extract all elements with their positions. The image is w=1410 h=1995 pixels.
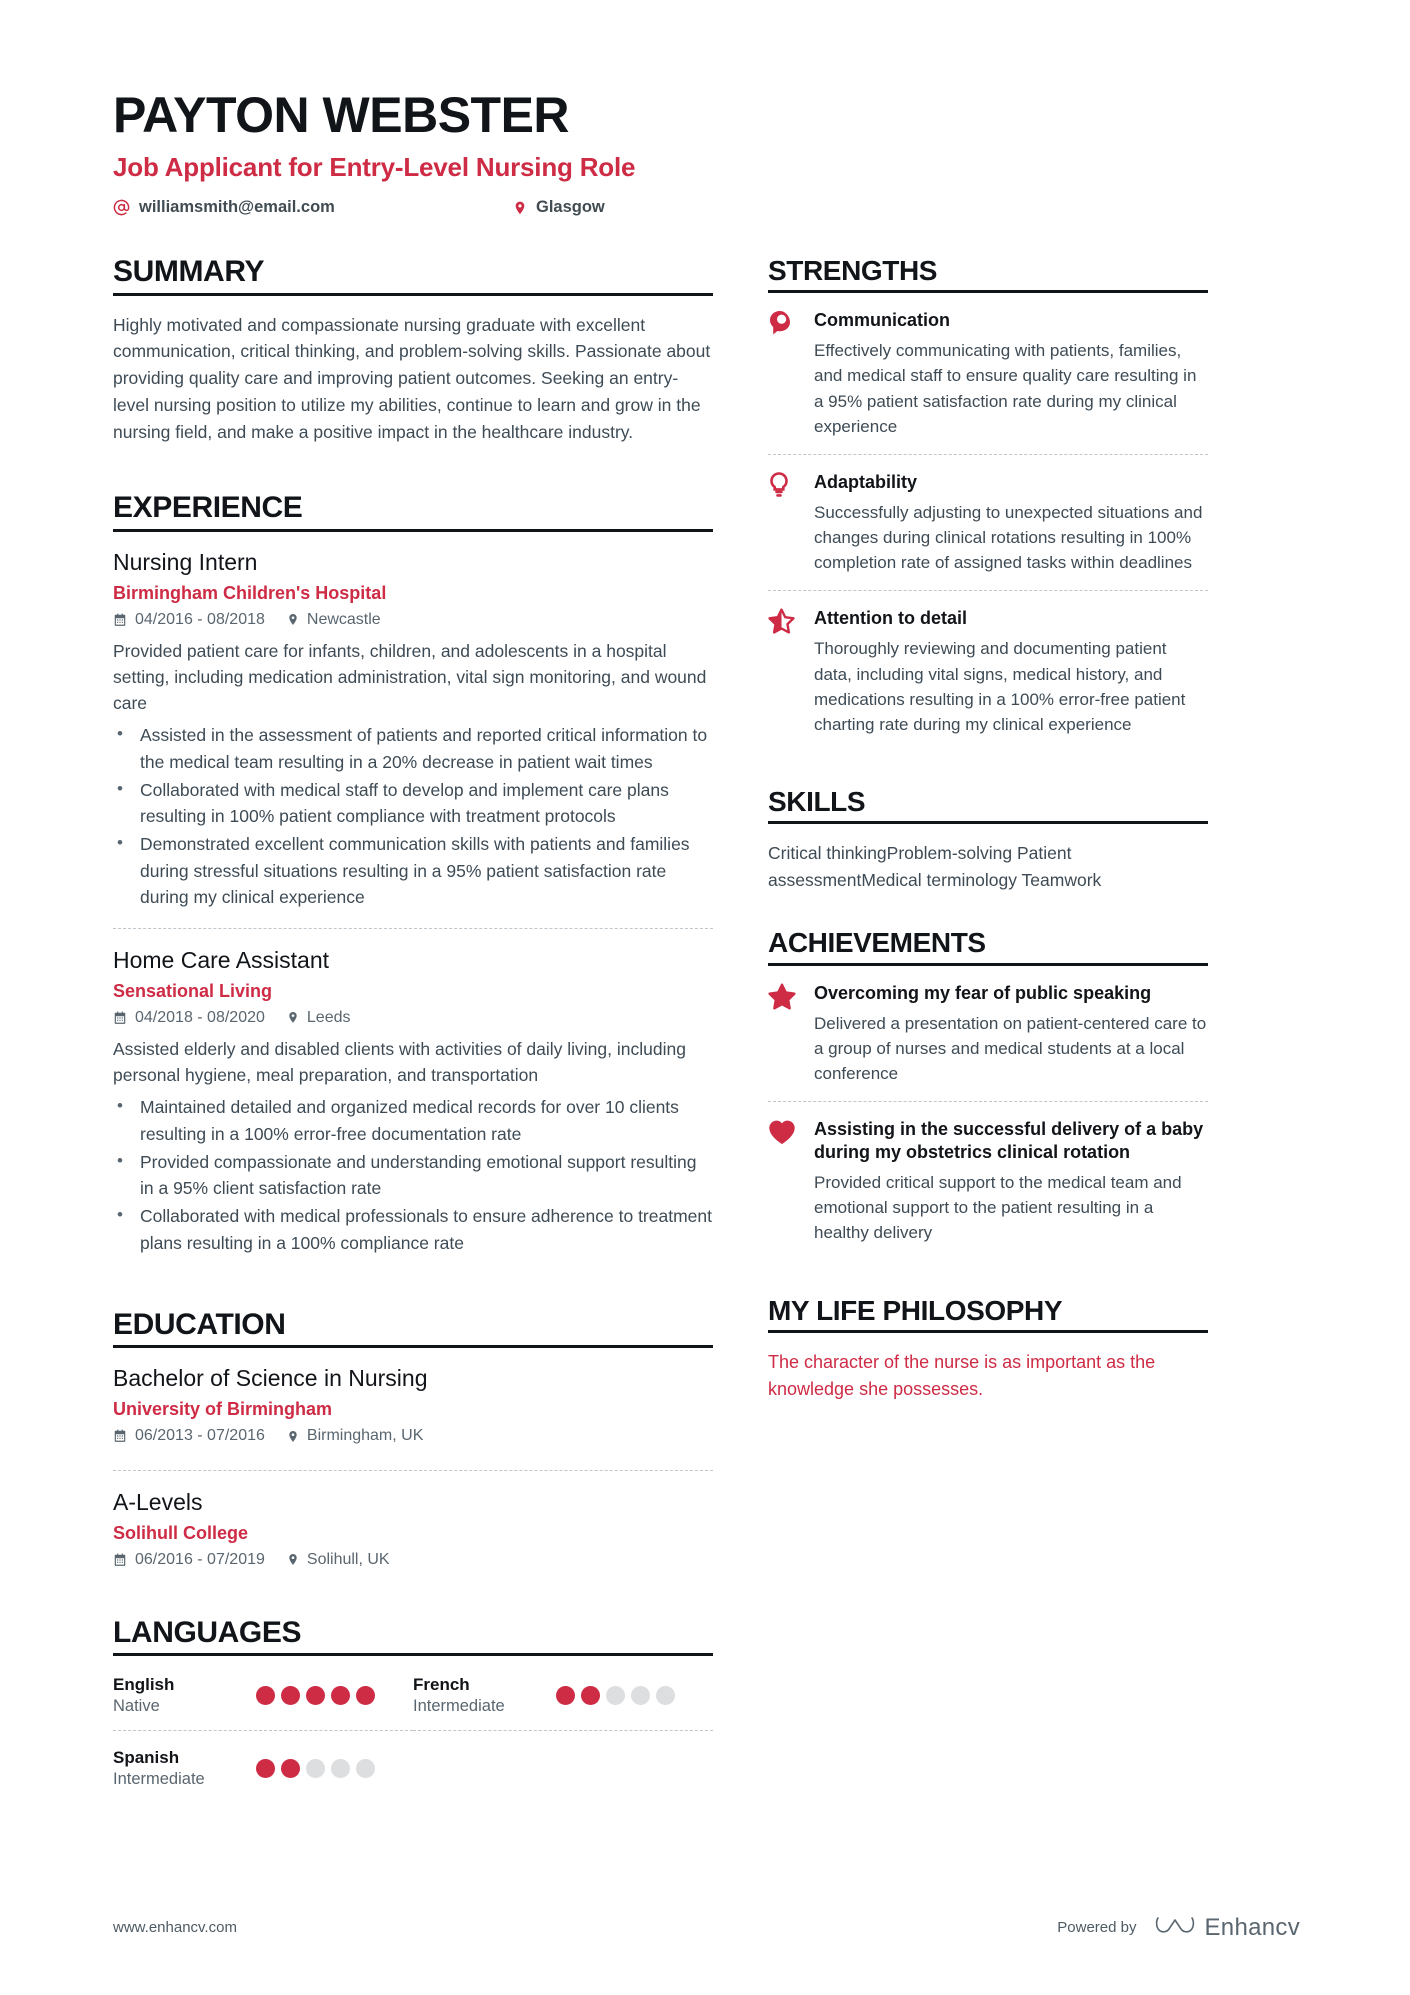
map-pin-icon (287, 1010, 299, 1025)
map-pin-icon (287, 612, 299, 627)
language-level: Native (113, 1697, 160, 1716)
rating-dot-empty (606, 1686, 625, 1705)
bullet-item: • Demonstrated excellent communication skills with patients and families during stressful situations resulting in a 95% patient satisfaction rate during my clinical experience (113, 831, 713, 910)
language-label-group (413, 1674, 505, 1718)
enhancv-brand (1155, 1912, 1301, 1943)
rating-dot-filled (306, 1686, 325, 1705)
rating-dot-empty (656, 1686, 675, 1705)
enhancv-brand-name: Enhancv (1204, 1913, 1300, 1941)
section-heading-languages: LANGUAGES (113, 1615, 302, 1649)
section-summary (113, 255, 713, 445)
section-strengths (768, 255, 1208, 752)
rating-dot-filled (281, 1759, 300, 1778)
strength-description: Successfully adjusting to unexpected situations and changes during clinical rotations resulting in 100% completion rate of assigned tasks within deadlines (814, 502, 1203, 573)
section-rule (113, 293, 713, 296)
section-rule (768, 1330, 1208, 1333)
experience-description: Provided patient care for infants, children, and adolescents in a hospital setting, including medication administration, vital sign monitoring, and wound care (113, 640, 707, 714)
strength-item (768, 454, 1208, 591)
section-rule (768, 290, 1208, 293)
spacer (768, 893, 1208, 927)
skills-text: Critical thinkingProblem-solving Patient assessmentMedical terminology Teamwork (768, 843, 1102, 890)
experience-meta (113, 611, 713, 629)
achievement-title: Overcoming my fear of public speaking (814, 982, 1152, 1003)
strength-title: Adaptability (814, 471, 918, 492)
language-rating (256, 1674, 375, 1705)
experience-bullets (113, 722, 713, 910)
calendar-icon (113, 1429, 127, 1443)
calendar-icon (113, 1553, 127, 1567)
language-level: Intermediate (113, 1769, 205, 1788)
right-column (768, 255, 1208, 1403)
rating-dot-filled (556, 1686, 575, 1705)
bullet-item: • Provided compassionate and understanding emotional support resulting in a 95% client satisfaction rate (113, 1149, 713, 1202)
experience-dates (113, 611, 265, 629)
education-location (287, 1427, 423, 1445)
at-icon (113, 199, 130, 216)
language-item (113, 1745, 413, 1803)
contact-email-text: williamsmith@email.com (139, 198, 335, 216)
experience-description: Assisted elderly and disabled clients with activities of daily living, including personal hygiene, meal preparation, and transportation (113, 1038, 686, 1086)
education-dates-text: 06/2013 - 07/2016 (135, 1427, 265, 1445)
language-name: Spanish (113, 1747, 180, 1767)
left-column (113, 255, 768, 1816)
section-rule (768, 821, 1208, 824)
achievement-item (768, 1101, 1208, 1261)
language-name: English (113, 1675, 175, 1695)
section-languages (113, 1616, 713, 1817)
resume-header (0, 0, 1410, 217)
bullet-item: • Maintained detailed and organized medical records for over 10 clients resulting in a 100% error-free documentation rate (113, 1094, 713, 1147)
spacer (768, 752, 1208, 786)
section-heading-skills: SKILLS (768, 786, 866, 817)
contact-email[interactable] (113, 198, 513, 217)
education-location (287, 1551, 390, 1569)
rating-dot-empty (331, 1759, 350, 1778)
experience-meta (113, 1009, 713, 1027)
experience-bullets (113, 1094, 713, 1256)
language-item (113, 1672, 413, 1731)
experience-job-title: Nursing Intern (113, 548, 258, 575)
speech-bubble-icon (768, 309, 814, 337)
map-pin-icon (287, 1429, 299, 1444)
rating-dot-filled (281, 1686, 300, 1705)
achievement-body (814, 982, 1208, 1087)
bullet-item: • Collaborated with medical staff to develop and implement care plans resulting in 100% patient compliance with treatment protocols (113, 777, 713, 830)
experience-dates-text: 04/2018 - 08/2020 (135, 1008, 265, 1026)
language-name: French (413, 1675, 470, 1695)
strength-title: Communication (814, 310, 951, 331)
education-meta (113, 1427, 713, 1445)
education-entry (113, 1470, 713, 1594)
education-meta (113, 1551, 713, 1569)
content-columns (0, 255, 1410, 1816)
strength-body (814, 309, 1208, 439)
job-title: Job Applicant for Entry-Level Nursing Role (113, 152, 636, 182)
rating-dot-filled (256, 1686, 275, 1705)
education-entry (113, 1364, 713, 1470)
rating-dot-filled (256, 1759, 275, 1778)
section-rule (768, 963, 1208, 966)
education-degree: Bachelor of Science in Nursing (113, 1365, 428, 1392)
achievement-body (814, 1118, 1208, 1246)
experience-location-text: Leeds (306, 1008, 351, 1026)
language-level: Intermediate (413, 1697, 505, 1716)
spacer (113, 1274, 713, 1308)
education-dates-text: 06/2016 - 07/2019 (135, 1550, 265, 1568)
experience-dates-text: 04/2016 - 08/2018 (135, 610, 265, 628)
section-experience (113, 491, 713, 1274)
rating-dot-empty (306, 1759, 325, 1778)
experience-dates (113, 1009, 265, 1027)
rating-dot-empty (631, 1686, 650, 1705)
rating-dot-filled (331, 1686, 350, 1705)
bullet-item: • Collaborated with medical professionals to ensure adherence to treatment plans resulting in a 100% compliance rate (113, 1203, 713, 1256)
education-degree: A-Levels (113, 1489, 203, 1516)
experience-entry (113, 548, 713, 928)
education-dates (113, 1427, 265, 1445)
education-school: Solihull College (113, 1522, 249, 1543)
language-item (413, 1672, 713, 1731)
footer-url[interactable]: www.enhancv.com (113, 1919, 237, 1936)
section-rule (113, 529, 713, 532)
section-philosophy (768, 1295, 1208, 1403)
section-heading-strengths: STRENGTHS (768, 255, 938, 286)
experience-job-title: Home Care Assistant (113, 947, 330, 974)
language-label-group (113, 1747, 205, 1791)
map-pin-icon (287, 1552, 299, 1567)
calendar-icon (113, 613, 127, 627)
language-rating (556, 1674, 675, 1705)
section-heading-philosophy: MY LIFE PHILOSOPHY (768, 1294, 1063, 1326)
strength-description: Thoroughly reviewing and documenting patient data, including vital signs, medical history, and medications resulting in a 100% error-free patient charting rate during my clinical experience (814, 639, 1186, 734)
education-school: University of Birmingham (113, 1399, 333, 1420)
achievement-item (768, 982, 1208, 1102)
experience-location-text: Newcastle (306, 610, 381, 628)
contact-location-text: Glasgow (536, 198, 605, 216)
spacer (768, 1261, 1208, 1295)
lightbulb-icon (768, 471, 814, 499)
section-skills (768, 786, 1208, 893)
page-title: PAYTON WEBSTER (113, 87, 570, 143)
page-footer (113, 1912, 1300, 1943)
strength-item (768, 590, 1208, 752)
spacer (113, 445, 713, 491)
strength-description: Effectively communicating with patients, families, and medical staff to ensure quality care resulting in a 95% patient satisfaction rate during my clinical experience (814, 341, 1197, 436)
experience-location (287, 611, 381, 629)
education-location-text: Birmingham, UK (306, 1427, 424, 1445)
strength-body (814, 471, 1208, 576)
section-heading-summary: SUMMARY (113, 255, 265, 288)
section-heading-education: EDUCATION (113, 1307, 286, 1341)
section-rule (113, 1653, 713, 1656)
section-education (113, 1308, 713, 1594)
strength-title: Attention to detail (814, 608, 967, 629)
star-icon (768, 982, 814, 1011)
achievement-title: Assisting in the successful delivery of a baby during my obstetrics clinical rotation (814, 1119, 1204, 1163)
education-location-text: Solihull, UK (306, 1550, 390, 1568)
footer-brand-group (1057, 1912, 1300, 1943)
section-heading-experience: EXPERIENCE (113, 491, 303, 525)
philosophy-text: The character of the nurse is as important as the knowledge she possesses. (768, 1351, 1156, 1399)
spacer (113, 1594, 713, 1616)
rating-dot-filled (356, 1686, 375, 1705)
map-pin-icon (513, 199, 527, 217)
strength-body (814, 607, 1208, 737)
achievement-description: Provided critical support to the medical team and emotional support to the patient resulting in a healthy delivery (814, 1173, 1182, 1243)
calendar-icon (113, 1011, 127, 1025)
languages-grid (113, 1672, 713, 1816)
rating-dot-filled (581, 1686, 600, 1705)
heart-icon (768, 1118, 814, 1145)
experience-location (287, 1009, 351, 1027)
contact-location (513, 198, 605, 217)
summary-text: Highly motivated and compassionate nursing graduate with excellent communication, critical thinking, and problem-solving skills. Passionate about providing quality care and improving patient outcomes. Seeking an entry-level nursing position to utilize my abilities, continue to learn and grow in the nursing field, and make a positive impact in the healthcare industry. (113, 314, 711, 442)
section-achievements (768, 927, 1208, 1260)
experience-company: Sensational Living (113, 980, 273, 1001)
powered-by-label: Powered by (1057, 1919, 1137, 1936)
language-rating (256, 1747, 375, 1778)
section-heading-achievements: ACHIEVEMENTS (768, 927, 986, 959)
half-star-icon (768, 607, 814, 635)
education-dates (113, 1551, 265, 1569)
achievement-description: Delivered a presentation on patient-centered care to a group of nurses and medical students at a local conference (814, 1013, 1207, 1083)
rating-dot-empty (356, 1759, 375, 1778)
bullet-item: • Assisted in the assessment of patients and reported critical information to the medical team resulting in a 20% decrease in patient wait times (113, 722, 713, 775)
strength-item (768, 309, 1208, 454)
experience-company: Birmingham Children's Hospital (113, 582, 387, 603)
language-label-group (113, 1674, 174, 1718)
section-rule (113, 1345, 713, 1348)
enhancv-logo-icon (1155, 1912, 1195, 1943)
contact-row (113, 198, 1300, 217)
experience-entry (113, 928, 713, 1274)
